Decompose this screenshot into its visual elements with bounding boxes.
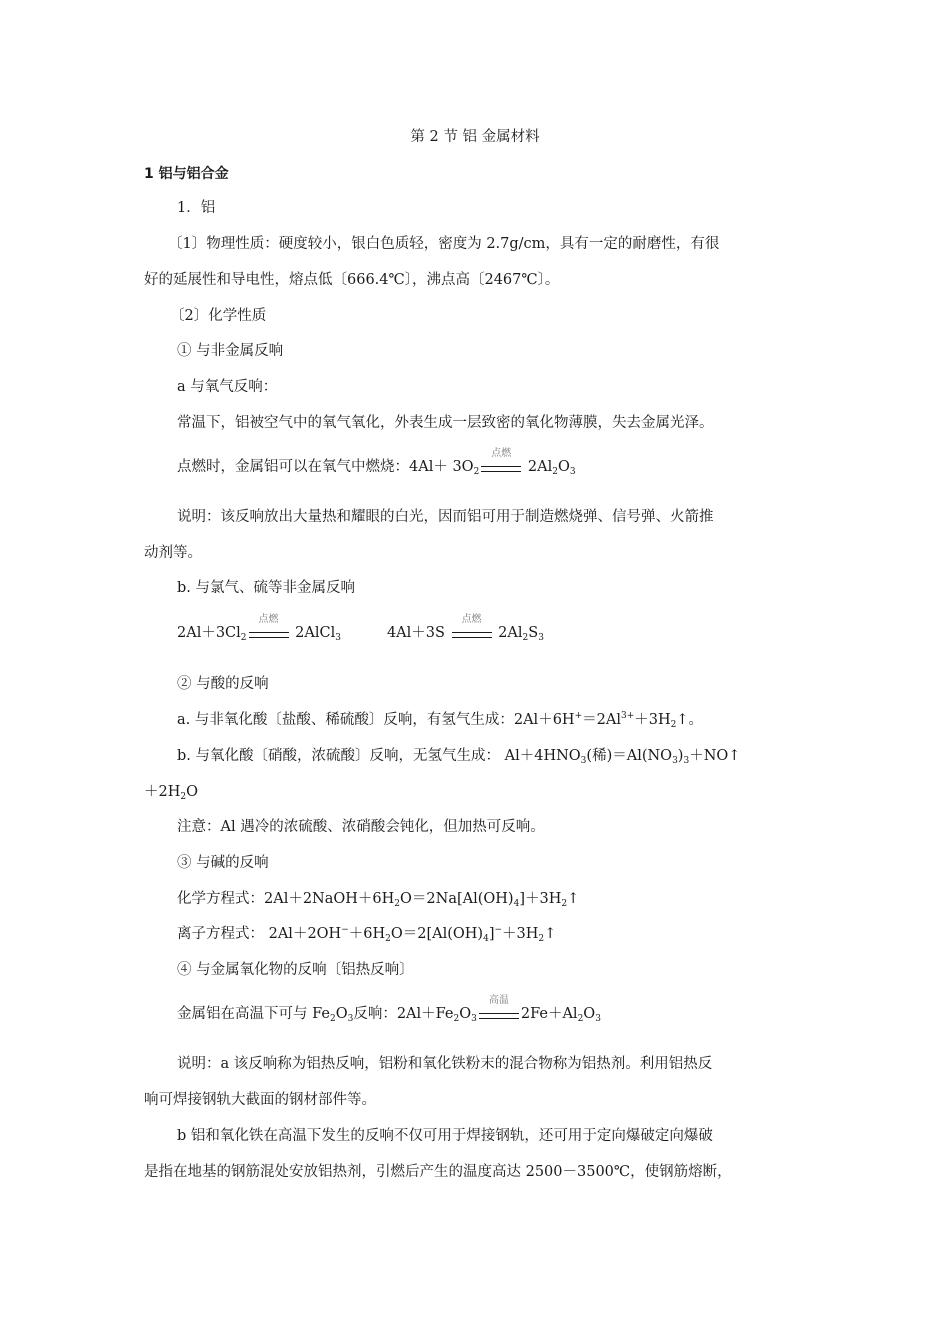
thermite-note-a-line2: 响可焊接钢轨大截面的钢材部件等。 [144, 1092, 376, 1108]
reaction-condition: 点燃 [481, 457, 521, 477]
passivation-note: 注意：Al 遇冷的浓硫酸、浓硝酸会钝化，但加热可反响。 [177, 819, 545, 835]
page-title: 第 2 节 铝 金属材料 [410, 129, 540, 145]
nonoxidizing-acid-line: a. 与非氧化酸〔盐酸、稀硫酸〕反响，有氢气生成：$2Al+6H^+=2Al^{3+}+3H_2↑$。 [177, 711, 704, 730]
chlorine-sulfur-heading: b. 与氯气、硫等非金属反响 [177, 580, 355, 596]
chemical-properties-heading: 〔2〕化学性质 [170, 308, 267, 324]
thermite-equation: 金属铝在高温下可与 $Fe_2O_3$反响：$2Al+Fe_2O_3$ 高温 $2Fe+Al_2O_3$ [177, 995, 601, 1024]
section-heading: 1 铝与铝合金 [144, 166, 229, 182]
thermite-note-b-line1: b 铝和氧化铁在高温下发生的反响不仅可用于焊接钢轨，还可用于定向爆破定向爆破 [177, 1128, 713, 1144]
acid-reaction-heading: ② 与酸的反响 [177, 676, 269, 692]
oxygen-reaction-label: a 与氧气反响： [177, 379, 278, 395]
subheading-aluminum: 1．铝 [177, 200, 216, 216]
thermite-note-a-line1: 说明：a 该反响称为铝热反响，铝粉和氧化铁粉末的混合物称为铝热剂。利用铝热反 [177, 1056, 713, 1072]
reaction-condition: 高温 [479, 1004, 519, 1024]
thermite-note-b-line2: 是指在地基的钢筋混处安放铝热剂，引燃后产生的温度高达 2500－3500℃，使钢筋熔断， [144, 1164, 732, 1180]
chemical-equation-base: 化学方程式：$2Al+2NaOH+6H_2O=2Na[Al(OH)_4]+3H_2↑$ [177, 891, 580, 909]
equation-al-cl-s: $2Al+3Cl_2$ 点燃 2AlCl$_3$ 4Al＋3S 点燃 $2Al_2S_3$ [177, 614, 544, 643]
thermite-heading: ④ 与金属氧化物的反响〔铝热反响〕 [177, 962, 414, 978]
physical-properties-line1: 〔1〕物理性质：硬度较小，银白色质轻，密度为 2.7g/cm，具有一定的耐磨性，有很 [168, 236, 720, 252]
base-reaction-heading: ③ 与碱的反响 [177, 855, 269, 871]
oxidation-description: 常温下，铝被空气中的氧气氧化，外表生成一层致密的氧化物薄膜，失去金属光泽。 [177, 415, 714, 431]
nonmetal-reaction-heading: ① 与非金属反响 [177, 343, 284, 359]
reaction-condition: 点燃 [452, 623, 492, 643]
ionic-equation-base: 离子方程式： $2Al+2OH^-+6H_2O=2[Al(OH)_4]^-+3H_2↑$ [177, 925, 557, 944]
reaction-condition: 点燃 [249, 623, 289, 643]
oxidizing-acid-line1: b. 与氧化酸〔硝酸，浓硫酸〕反响，无氢气生成： $Al+4HNO_3$(稀)$=Al(NO_3)_3+NO↑$ [177, 748, 741, 766]
oxidizing-acid-line2: $+2H_2O$ [144, 784, 198, 802]
note-burning-line2: 动剂等。 [144, 545, 202, 561]
equation-al-o2: 点燃时，金属铝可以在氧气中燃烧：$4Al+ 3O_2$ 点燃 $2Al_2O_3$ [177, 448, 576, 477]
note-burning-line1: 说明：该反响放出大量热和耀眼的白光，因而铝可用于制造燃烧弹、信号弹、火箭推 [177, 509, 714, 525]
physical-properties-line2: 好的延展性和导电性，熔点低〔666.4℃〕，沸点高〔2467℃〕。 [144, 272, 560, 288]
